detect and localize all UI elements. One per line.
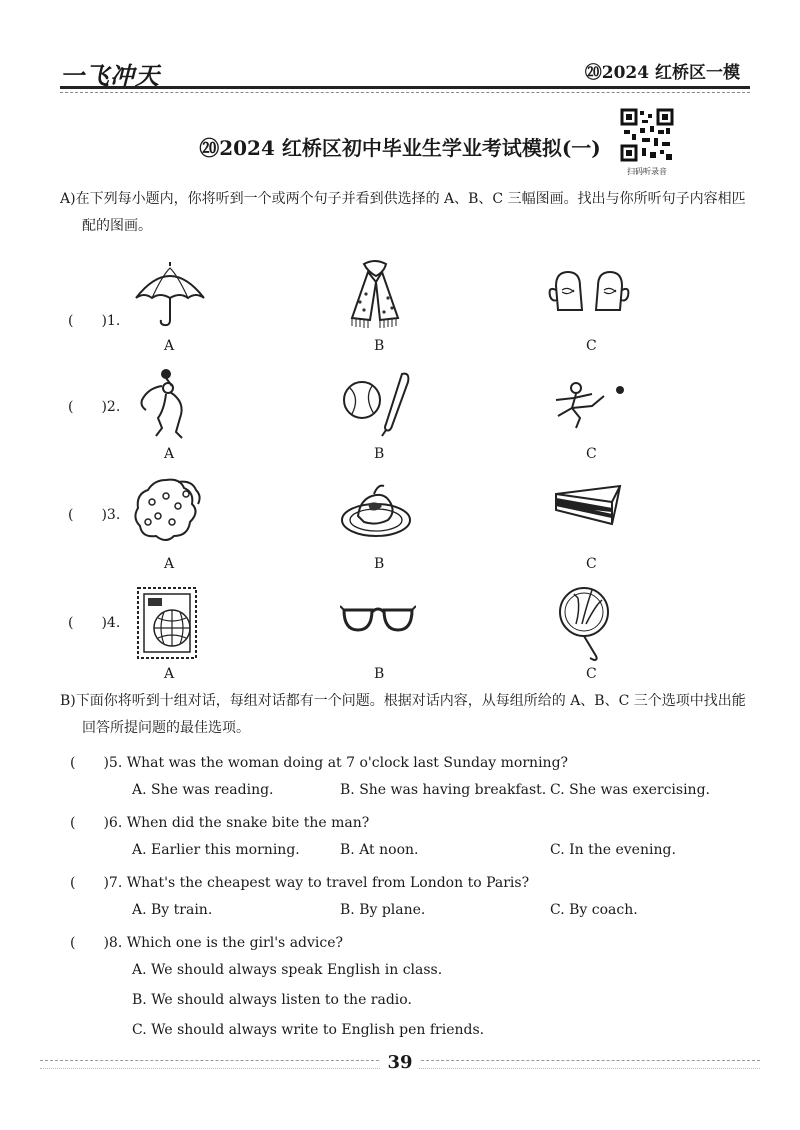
- option-c[interactable]: C. She was exercising.: [550, 782, 710, 798]
- question-5: [70, 752, 568, 772]
- option-a[interactable]: A. By train.: [132, 902, 213, 918]
- brand-logo: 一飞冲天: [60, 61, 160, 90]
- cookies-icon[interactable]: [132, 476, 204, 546]
- question-number: ( )5.: [70, 755, 123, 771]
- option-letter-a: A: [164, 556, 175, 572]
- qr-caption: 扫码听录音: [627, 167, 667, 176]
- option-letter-b: B: [374, 446, 385, 462]
- question-4-number: ( )4.: [68, 615, 121, 631]
- header-exam-label: ⑳2024 红桥区一模: [584, 63, 740, 83]
- option-c[interactable]: C. We should always write to English pen friends.: [132, 1022, 485, 1038]
- question-3-number: ( )3.: [68, 507, 121, 523]
- header-rule: [60, 86, 750, 89]
- section-a-instruction: A)在下列每小题内，你将听到一个或两个句子并看到供选择的 A、B、C 三幅图画。找出与你所听句子内容相匹配的图画。: [60, 191, 746, 234]
- option-c[interactable]: C. By coach.: [550, 902, 638, 918]
- option-b[interactable]: B. We should always listen to the radio.: [132, 992, 412, 1008]
- question-text: When did the snake bite the man?: [126, 815, 370, 831]
- option-letter-c: C: [586, 446, 597, 462]
- question-2-number: ( )2.: [68, 399, 121, 415]
- option-letter-b: B: [374, 666, 385, 682]
- sandwich-icon[interactable]: [552, 480, 624, 536]
- option-letter-c: C: [586, 338, 597, 354]
- option-c[interactable]: C. In the evening.: [550, 842, 676, 858]
- option-letter-c: C: [586, 556, 597, 572]
- header-rule-dashed: [60, 92, 750, 93]
- page-number: 39: [0, 1052, 800, 1073]
- question-text: Which one is the girl's advice?: [126, 935, 344, 951]
- question-1-number: ( )1.: [68, 313, 121, 329]
- option-letter-a: A: [164, 338, 175, 354]
- qr-code-icon[interactable]: [620, 108, 674, 162]
- option-letter-c: C: [586, 666, 597, 682]
- question-7: [70, 872, 529, 892]
- stamp-icon[interactable]: [134, 584, 200, 662]
- option-letter-a: A: [164, 666, 175, 682]
- option-letter-b: B: [374, 338, 385, 354]
- volleyball-player-icon[interactable]: [136, 366, 196, 442]
- question-number: ( )6.: [70, 815, 123, 831]
- plate-food-icon[interactable]: [338, 480, 416, 542]
- option-a[interactable]: A. She was reading.: [132, 782, 274, 798]
- glasses-icon[interactable]: [340, 600, 416, 640]
- option-b[interactable]: B. At noon.: [340, 842, 419, 858]
- mittens-icon[interactable]: [548, 266, 632, 318]
- scarf-icon[interactable]: [340, 258, 410, 330]
- question-text: What was the woman doing at 7 o'clock last Sunday morning?: [126, 755, 569, 771]
- fan-icon[interactable]: [556, 584, 616, 664]
- question-number: ( )8.: [70, 935, 123, 951]
- question-number: ( )7.: [70, 875, 123, 891]
- option-letter-a: A: [164, 446, 175, 462]
- question-8: [70, 932, 343, 952]
- option-a[interactable]: A. We should always speak English in class.: [132, 962, 443, 978]
- question-text: What's the cheapest way to travel from London to Paris?: [126, 875, 530, 891]
- question-6: [70, 812, 369, 832]
- option-b[interactable]: B. She was having breakfast.: [340, 782, 547, 798]
- option-letter-b: B: [374, 556, 385, 572]
- umbrella-icon[interactable]: [132, 262, 208, 328]
- option-b[interactable]: B. By plane.: [340, 902, 426, 918]
- soccer-player-icon[interactable]: [548, 378, 630, 432]
- baseball-bat-icon[interactable]: [340, 370, 416, 438]
- section-b-instruction: B)下面你将听到十组对话，每组对话都有一个问题。根据对话内容，从每组所给的 A、B、C 三个选项中找出能回答所提问题的最佳选项。: [60, 693, 746, 736]
- option-a[interactable]: A. Earlier this morning.: [132, 842, 300, 858]
- page-title: ⑳2024 红桥区初中毕业生学业考试模拟(一): [199, 136, 601, 160]
